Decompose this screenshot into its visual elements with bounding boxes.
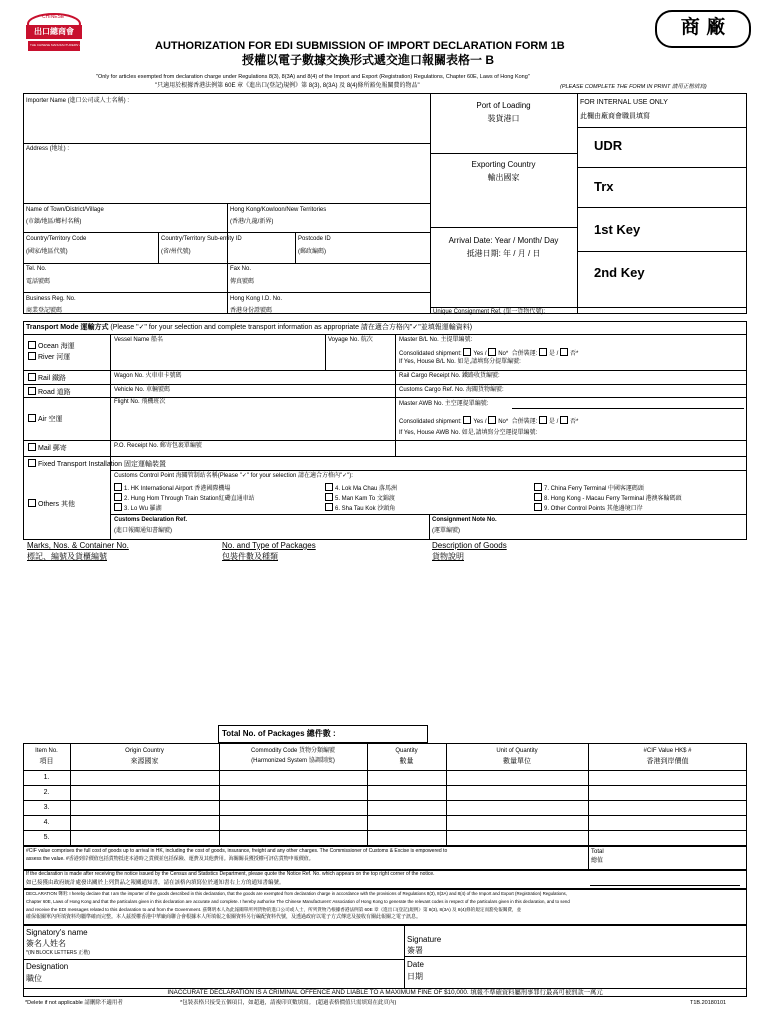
transport-mode-heading: Transport Mode 運輸方式 (Please "✓" for your selection and complete transport information as appropriate 請在適合方格內"✓"並填報運輸資料)	[26, 324, 473, 331]
item-row-4: 4.	[43, 819, 50, 826]
hkid-label-zh: 香港身份證號碼	[230, 308, 273, 314]
cif-header: #CIF Value HK$ #	[643, 748, 692, 754]
fixed-installation-option[interactable]: Fixed Transport Installation 固定運輸裝置	[28, 459, 166, 469]
others-checkbox[interactable]	[28, 499, 36, 507]
address-label: Address (地址) :	[26, 146, 70, 152]
unit-header-zh: 數量單位	[503, 758, 531, 765]
cif-note-line1: #CIF value comprises the full cost of goods up to arrival in HK, including the cost of goods, insurance, freight and any other charges. The Commissioner of Customs & Excise is empowered to	[26, 848, 448, 854]
quantity-header-zh: 數量	[399, 758, 414, 765]
origin-header: Origin Country	[125, 748, 164, 754]
customs-cargo-label: Customs Cargo Ref. No. 海關貨物編號:	[399, 387, 504, 393]
date-label-zh: 日期	[407, 972, 423, 981]
total-packages-label: Total No. of Packages 總件數 :	[222, 729, 336, 738]
second-key-label: 2nd Key	[594, 265, 645, 280]
signatory-label-zh: 簽名人姓名	[26, 939, 66, 948]
arrival-date-label-zh: 抵港日期: 年 / 月 / 日	[466, 249, 541, 258]
shi-checkbox[interactable]	[539, 348, 547, 356]
consignment-note-label: Consignment Note No.	[432, 517, 497, 523]
internal-use-label: FOR INTERNAL USE ONLY	[580, 99, 668, 106]
item-no-header-zh: 項目	[39, 758, 54, 765]
shi-air-checkbox[interactable]	[539, 416, 547, 424]
air-checkbox[interactable]	[28, 414, 36, 422]
notice-line1: If the declaration is made after receiving the notice issued by the Census and Statistics Department, please quote the Notice Ref. No. which appears on the top right corner of the notice.	[26, 871, 435, 877]
marks-label: Marks, Nos. & Container No.	[27, 541, 129, 550]
control-point-5[interactable]: 5. Man Kam To 文錦渡	[325, 493, 395, 503]
rail-cargo-label: Rail Cargo Receipt No. 鐵路收貨編號:	[399, 373, 500, 379]
control-point-6[interactable]: 6. Sha Tau Kok 沙頭角	[325, 503, 395, 513]
declaration-line4: 確保報關單內所填資料均屬準確而完整。本人茲授權香港中華廠商聯合會根據本人所填報之報關資料另行編配資料代號，及透過政府以電子方式傳送及接收有關此報關之電子訊息。	[26, 914, 422, 920]
postcode-label: Postcode ID	[298, 236, 331, 242]
control-point-8[interactable]: 8. Hong Kong - Macau Ferry Terminal 港澳客輪碼頭	[534, 493, 682, 503]
commodity-header-zh: (Harmonized System 協調制度)	[251, 758, 335, 764]
signature-box	[23, 925, 747, 997]
town-label: Name of Town/District/Village	[26, 207, 104, 213]
subentity-label-zh: (省/州代號)	[161, 249, 191, 255]
hkid-label: Hong Kong I.D. No.	[230, 296, 283, 302]
block-letters-note: *(IN BLOCK LETTERS 正楷)	[26, 950, 90, 956]
consolidated-sea-row: Consolidated shipment: Yes / No* 合併裝運: 是 / 否*	[399, 348, 578, 358]
exemption-note-en: "Only for articles exempted from declaration charge under Regulations 8(3), 8(3A) and 8(4) of the Import and Export (Registration) Regulations, Chapter 60E, Laws of Hong Kong"	[96, 74, 530, 80]
item-row-3: 3.	[43, 804, 50, 811]
form-title-en: AUTHORIZATION FOR EDI SUBMISSION OF IMPORT DECLARATION FORM 1B	[155, 40, 565, 52]
rail-option[interactable]: Rail 鐵路	[28, 373, 66, 383]
signature-label: Signature	[407, 935, 442, 944]
subentity-label: Country/Territory Sub-entity ID	[161, 236, 242, 242]
house-bl-label: If Yes, House B/L No. 如是,請填寫分提單編號:	[399, 359, 521, 365]
bottom-note: *包裝表格只接受五個項目，如超過，請複印頁數填寫。 (超過表格價值只需填寫在此頁內)	[180, 1000, 397, 1006]
unit-header: Unit of Quantity	[496, 748, 538, 754]
notice-line2: 如已接獲由政府統計處發出關於上列貨品之報關通知書，請在該格內填寫位於通知書右上方的通知書編號。	[26, 880, 285, 886]
designation-label: Designation	[26, 962, 69, 971]
origin-header-zh: 來源國家	[130, 758, 159, 765]
udr-label: UDR	[594, 138, 623, 153]
river-option[interactable]: River 河運	[28, 352, 70, 362]
mail-option[interactable]: Mail 郵寄	[28, 443, 67, 453]
form-title-zh: 授權以電子數據交換形式遞交進口報關表格一 B	[242, 53, 495, 67]
port-loading-label-zh: 裝貨港口	[487, 114, 520, 123]
marks-label-zh: 標記、編號及貨櫃編號	[27, 552, 107, 561]
port-loading-label: Port of Loading	[476, 101, 531, 110]
hk-region-label-zh: (香港/九龍/新界)	[230, 219, 274, 225]
declaration-line3: and receive the EDI messages related to this declaration to and from the Government. 茲聲明本人為此報關單所列貨物的進口公司或人士，所列貨物乃根據香港法例第 60E 章《進出口(登記)規例》第 8(3), 8(3A) 及 8(4)條的規定而豁免報關費，並	[26, 907, 522, 912]
first-key-label: 1st Key	[594, 222, 641, 237]
flight-label: Flight No. 飛機班次	[114, 399, 166, 405]
control-point-label: Customs Control Point 海關管制站名稱(Please "✓" for your selection 請在適合方格內"✓"):	[114, 473, 353, 479]
control-point-3[interactable]: 3. Lo Wu 羅湖	[114, 503, 162, 513]
tel-label-zh: 電話號碼	[26, 279, 51, 285]
ocean-checkbox[interactable]	[28, 341, 36, 349]
designation-label-zh: 職位	[26, 974, 42, 983]
wagon-label: Wagon No. 火車車卡號碼	[114, 373, 182, 379]
country-code-label: Country/Territory Code	[26, 236, 87, 242]
hk-region-label: Hong Kong/Kowloon/New Territories	[230, 207, 327, 213]
item-row-2: 2.	[43, 789, 50, 796]
awb-boxes[interactable]	[512, 400, 744, 409]
control-point-1[interactable]: 1. HK International Airport 香港國際機場	[114, 483, 230, 493]
internal-use-label-zh: 此欄由廠商會職員填寫	[580, 113, 650, 120]
fixed-checkbox[interactable]	[28, 459, 36, 467]
house-awb-label: If Yes, House AWB No. 如是,請填寫分空運提單編號:	[399, 430, 538, 436]
fax-label-zh: 傳真號碼	[230, 279, 255, 285]
exporting-country-label: Exporting Country	[471, 160, 536, 169]
notice-ref-boxes[interactable]	[590, 878, 740, 886]
packages-label: No. and Type of Packages	[222, 541, 316, 550]
importer-name-label: Importer Name (進口公司或人士名稱) :	[26, 98, 130, 104]
fou-checkbox[interactable]	[560, 348, 568, 356]
description-label: Description of Goods	[432, 541, 507, 550]
total-value-label-zh: 總值	[591, 858, 604, 864]
country-code-label-zh: (國家/地區代號)	[26, 249, 68, 255]
voyage-label: Voyage No. 航次	[328, 337, 373, 343]
commodity-header: Commodity Code 貨物分類編號	[250, 748, 336, 754]
association-logo: CHINESE 出口總商會 THE CHINESE MANUFACTURERS' ASSOCIATION OF HONG KONG	[24, 11, 84, 59]
seal-stamp: 商 廠	[655, 10, 751, 48]
signature-label-zh: 簽署	[407, 946, 423, 955]
exemption-note-zh: "只適用於根據香港法例第 60E 章《進出口(登記)規例》第 8(3), 8(3A) 及 8(4)條所豁免報關費的物品"	[155, 83, 420, 89]
rail-checkbox[interactable]	[28, 373, 36, 381]
mail-checkbox[interactable]	[28, 443, 36, 451]
description-label-zh: 貨物說明	[432, 552, 464, 561]
control-point-2[interactable]: 2. Hung Hom Through Train Station紅磡直通車站	[114, 493, 255, 503]
master-awb-label: Master AWB No. 主空運提單編號:	[399, 401, 489, 407]
signatory-label: Signatory's name	[26, 928, 88, 937]
item-row-5: 5.	[43, 834, 50, 841]
item-row-1: 1.	[43, 774, 50, 781]
river-checkbox[interactable]	[28, 352, 36, 360]
exporting-country-label-zh: 輸出國家	[487, 173, 520, 182]
road-checkbox[interactable]	[28, 387, 36, 395]
postcode-label-zh: (郵政編碼)	[298, 249, 326, 255]
consolidated-air-row: Consolidated shipment: Yes / No* 合併裝運: 是 / 否*	[399, 416, 578, 426]
no-checkbox[interactable]	[488, 348, 496, 356]
quantity-header: Quantity	[395, 748, 418, 754]
yes-air-checkbox[interactable]	[463, 416, 471, 424]
cif-note-line2: assess the value. #香港到岸價值包括貨物抵達本港時之貨價並包括保險、運費及其他費用。海關關長獲授權可評估貨物申報價值。	[26, 856, 314, 862]
total-value-label: Total	[591, 849, 604, 855]
road-option[interactable]: Road 道路	[28, 387, 71, 397]
no-air-checkbox[interactable]	[488, 416, 496, 424]
packages-label-zh: 包裝件數及種類	[222, 552, 278, 561]
declaration-line1: DECLARATION 聲明: I hereby declare that I am the importer of the goods described in this declaration, that the goods are exempted from declaration charge in accordance with the provisions of Regulations 8(3), 8(3A) and 8(4) of the Import and Export (Registration) Regulations,	[26, 891, 567, 896]
master-bl-label: Master B/L No. 主提單編號:	[399, 337, 473, 343]
penalty-warning: INACCURATE DECLARATION IS A CRIMINAL OFFENCE AND LIABLE TO A MAXIMUM FINE OF $10,000. 填報不準確資料屬刑事罪行最高可被罰款一萬元	[167, 989, 603, 996]
declaration-ref-label-zh: (進口報關通知書編號)	[114, 528, 172, 534]
town-label-zh: (市鎮/地區/鄉村名稱)	[26, 219, 82, 225]
print-note: (PLEASE COMPLETE THE FORM IN PRINT 請用正楷填寫)	[560, 84, 707, 90]
ucr-label: Unique Consignment Ref. (單一貨物代號):	[433, 309, 546, 315]
item-no-header: Item No.	[35, 748, 58, 754]
vessel-label: Vessel Name 船名	[114, 337, 164, 343]
po-receipt-label: P.O. Receipt No. 郵寄包裹單編號	[114, 443, 202, 449]
control-point-9[interactable]: 9. Other Control Points 其他邊境口岸	[534, 503, 643, 513]
form-code: T1B.20180101	[690, 1000, 727, 1006]
date-label: Date	[407, 960, 424, 969]
tel-label: Tel. No.	[26, 266, 47, 272]
air-option[interactable]: Air 空運	[28, 414, 63, 424]
fou-air-checkbox[interactable]	[560, 416, 568, 424]
br-label: Business Reg. No.	[26, 296, 76, 302]
yes-checkbox[interactable]	[463, 348, 471, 356]
declaration-ref-label: Customs Declaration Ref.	[114, 517, 188, 523]
control-point-7[interactable]: 7. China Ferry Terminal 中國客運碼頭	[534, 483, 644, 493]
vehicle-label: Vehicle No. 車輛號碼	[114, 387, 171, 393]
trx-label: Trx	[594, 179, 614, 194]
consignment-note-label-zh: (運單編號)	[432, 528, 460, 534]
delete-note: *Delete if not applicable 請刪除不適用者	[25, 1000, 123, 1006]
cif-header-zh: 香港到岸價值	[646, 758, 689, 765]
br-label-zh: 商業登記號碼	[26, 308, 63, 314]
others-option[interactable]: Others 其他	[28, 499, 75, 509]
control-point-4[interactable]: 4. Lok Ma Chau 落馬洲	[325, 483, 397, 493]
fax-label: Fax No.	[230, 266, 252, 272]
declaration-line2: Chapter 60E, Laws of Hong Kong and that the particulars given in this declaration are accurate and complete. I hereby authorise The Chinese Manufacturers' Association of Hong Kong to generate the relevant codes in respect of the particulars given in this declaration, and to send	[26, 899, 570, 904]
ocean-option[interactable]: Ocean 海運	[28, 341, 75, 351]
arrival-date-label: Arrival Date: Year / Month/ Day	[448, 236, 559, 245]
